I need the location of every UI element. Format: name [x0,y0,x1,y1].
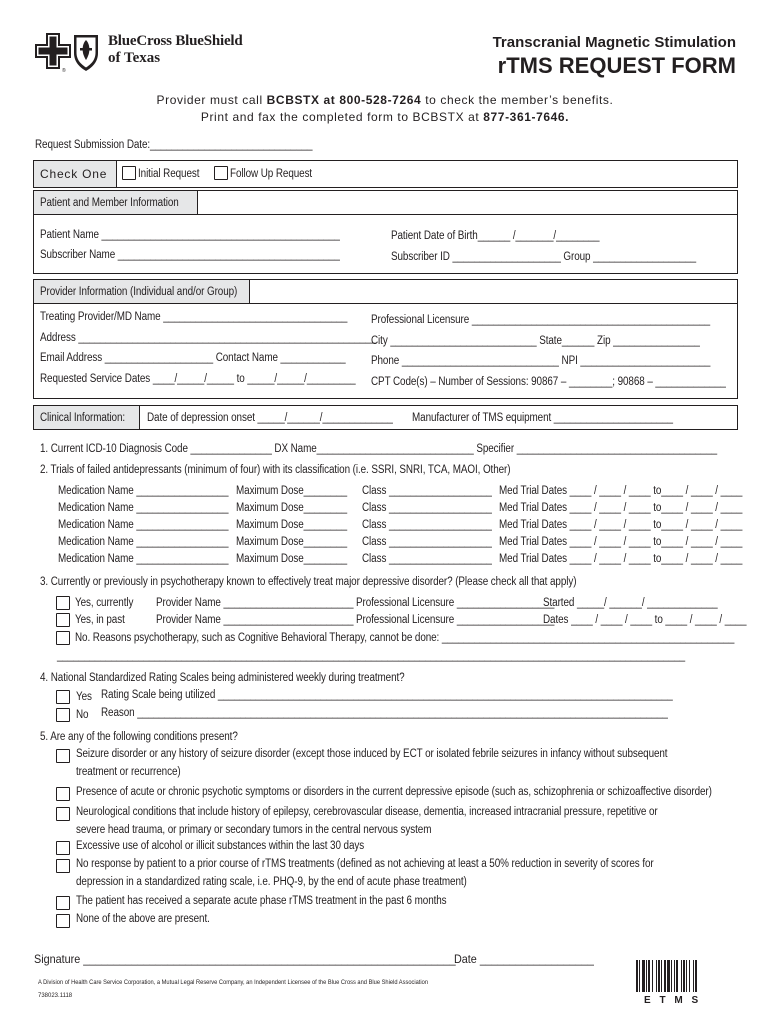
medication-name-field[interactable]: Medication Name _________________ [58,536,229,548]
med-trial-dates-field[interactable]: Med Trial Dates ____ / ____ / ____ to____ / ____ / ____ [499,519,743,531]
initial-request-checkbox[interactable] [122,166,136,180]
follow-up-request-label: Follow Up Request [230,168,313,180]
q5-condition-checkbox[interactable] [56,807,70,821]
q3-yes-currently-label: Yes, currently [75,597,134,609]
q3-extra-line[interactable]: ____________________________________________________________________________________________________________________ [57,650,686,662]
q3-yes-past-checkbox[interactable] [56,613,70,627]
q5-condition-label: No response by patient to a prior course of rTMS treatments (defined as not achieving at least a 50% reduction in severity of scores for [76,858,654,870]
barcode-bar [676,960,678,992]
q4-no-label: No [76,709,89,721]
subscriber-id-field[interactable]: Subscriber ID ____________________ Group ___________________ [391,251,697,263]
q3-past-dates[interactable]: Dates ____ / ____ / ____ to ____ / ____ / ____ [543,614,747,626]
form-subtitle: Transcranial Magnetic Stimulation [492,34,736,51]
q5-condition-label: Excessive use of alcohol or illicit substances within the last 30 days [76,840,365,852]
bcbs-logo [34,32,104,74]
requested-service-dates-field[interactable]: Requested Service Dates ____/_____/_____ to _____/_____/_________ [40,373,356,385]
city-state-zip-field[interactable]: City ___________________________ State______ Zip ________________ [371,335,700,347]
barcode-bar [693,960,694,992]
q4-question: 4. National Standardized Rating Scales being administered weekly during treatment? [40,672,405,684]
provider-section-header-line [249,303,737,304]
q4-reason-field[interactable]: Reason __________________________________________________________________________________________________ [101,707,668,719]
q3-no-checkbox[interactable] [56,631,70,645]
maximum-dose-field[interactable]: Maximum Dose________ [236,485,347,497]
q3-current-licensure[interactable]: Professional Licensure __________________ [356,597,555,609]
q5-condition-checkbox[interactable] [56,859,70,873]
barcode-bar [661,960,662,992]
q5-condition-label: The patient has received a separate acute phase rTMS treatment in the past 6 months [76,895,447,907]
clinical-section-label: Clinical Information: [40,412,126,424]
q4-rating-scale-field[interactable]: Rating Scale being utilized ____________________________________________________________________________________ [101,689,673,701]
follow-up-request-checkbox[interactable] [214,166,228,180]
med-trial-dates-field[interactable]: Med Trial Dates ____ / ____ / ____ to____ / ____ / ____ [499,502,743,514]
barcode-bar [642,960,645,992]
provider-section-label: Provider Information (Individual and/or Group) [40,286,238,298]
q5-condition-checkbox[interactable] [56,787,70,801]
barcode-icon [636,960,706,992]
q3-past-licensure[interactable]: Professional Licensure __________________ [356,614,555,626]
q5-condition-checkbox[interactable] [56,749,70,763]
medication-name-field[interactable]: Medication Name _________________ [58,519,229,531]
patient-section-header-line [197,214,737,215]
maximum-dose-field[interactable]: Maximum Dose________ [236,502,347,514]
q3-current-provider[interactable]: Provider Name ________________________ [156,597,354,609]
barcode [636,960,706,992]
barcode-bar [664,960,666,992]
barcode-bar [683,960,685,992]
medication-name-field[interactable]: Medication Name _________________ [58,502,229,514]
med-trial-dates-field[interactable]: Med Trial Dates ____ / ____ / ____ to____ / ____ / ____ [499,536,743,548]
check-one-label: Check One [40,167,108,181]
brand-name-line1: BlueCross BlueShield [108,33,243,49]
barcode-bar [639,960,640,992]
q3-past-provider[interactable]: Provider Name ________________________ [156,614,354,626]
barcode-bar [652,960,653,992]
patient-dob-field[interactable]: Patient Date of Birth______ /_______/________ [391,230,600,242]
q5-condition-checkbox[interactable] [56,914,70,928]
q5-condition-label-continued: severe head trauma, or primary or secondary tumors in the central nervous system [76,824,432,836]
q4-no-checkbox[interactable] [56,708,70,722]
q4-yes-label: Yes [76,691,92,703]
phone-npi-field[interactable]: Phone _____________________________ NPI ________________________ [371,355,711,367]
barcode-text: E T M S [644,995,702,1006]
patient-name-field[interactable]: Patient Name ____________________________________________ [40,229,340,241]
email-contact-field[interactable]: Email Address ____________________ Contact Name ____________ [40,352,346,364]
q5-question: 5. Are any of the following conditions present? [40,731,238,743]
footer-disclaimer: A Division of Health Care Service Corporation, a Mutual Legal Reserve Company, an Independent Licensee of the Blue Cross and Blue Shield Association [38,979,429,986]
barcode-bar [695,960,697,992]
initial-request-label: Initial Request [138,168,200,180]
notice-fax-pre: Print and fax the completed form to BCBSTX at [200,110,484,124]
barcode-bar [658,960,660,992]
barcode-bar [636,960,638,992]
patient-section-label: Patient and Member Information [40,197,179,209]
q5-condition-label: Presence of acute or chronic psychotic symptoms or disorders in the current depressive episode (such as, schizophrenia or schizoaffective disorder) [76,786,712,798]
notice-call-phone: BCBSTX at 800-528-7264 [266,93,422,107]
class-field[interactable]: Class ___________________ [362,519,492,531]
q5-condition-label-continued: depression in a standardized rating scale, i.e. PHQ-9, by the end of acute phase treatment) [76,876,467,888]
signature-field[interactable]: Signature ______________________________________________________________ [34,952,456,966]
footer-form-code: 738023.1118 [38,993,73,999]
q5-condition-label: None of the above are present. [76,913,210,925]
maximum-dose-field[interactable]: Maximum Dose________ [236,536,347,548]
barcode-bar [667,960,670,992]
q3-question: 3. Currently or previously in psychotherapy known to effectively treat major depressive disorder? (Please check all that apply) [40,576,577,588]
barcode-bar [681,960,682,992]
q4-yes-checkbox[interactable] [56,690,70,704]
q3-yes-past-label: Yes, in past [75,614,125,626]
svg-text:®: ® [62,68,66,74]
medication-name-field[interactable]: Medication Name _________________ [58,553,229,565]
maximum-dose-field[interactable]: Maximum Dose________ [236,519,347,531]
class-field[interactable]: Class ___________________ [362,485,492,497]
barcode-bar [689,960,690,992]
cpt-codes-field[interactable]: CPT Code(s) – Number of Sessions: 90867 – ________; 90868 – _____________ [371,376,726,388]
tms-manufacturer-field[interactable]: Manufacturer of TMS equipment ______________________ [412,412,673,424]
subscriber-name-field[interactable]: Subscriber Name _________________________________________ [40,249,340,261]
q5-condition-checkbox[interactable] [56,841,70,855]
q5-condition-checkbox[interactable] [56,896,70,910]
barcode-bar [671,960,672,992]
signature-date-field[interactable]: Date ___________________ [454,952,594,966]
professional-licensure-field[interactable]: Professional Licensure ____________________________________________ [371,314,711,326]
q1-diagnosis[interactable]: 1. Current ICD-10 Diagnosis Code _______________ DX Name_____________________________ Specifier _____________________________________ [40,443,718,455]
notice-call [0,93,770,107]
barcode-bar [686,960,687,992]
address-field[interactable]: Address _______________________________________________________ [40,332,377,344]
q3-yes-currently-checkbox[interactable] [56,596,70,610]
medication-name-field[interactable]: Medication Name _________________ [58,485,229,497]
bcbs-cross-shield-icon [34,32,104,74]
q5-condition-label: Seizure disorder or any history of seizure disorder (except those induced by ECT or isolated febrile seizures in infancy without subsequent [76,748,668,760]
notice-call-post: to check the member’s benefits. [421,93,614,107]
notice-fax-number: 877-361-7646. [483,110,570,124]
notice-call-pre: Provider must call [156,93,267,107]
q3-no-label[interactable]: No. Reasons psychotherapy, such as Cognitive Behavioral Therapy, cannot be done: ______________________________________________________ [75,632,735,644]
class-field[interactable]: Class ___________________ [362,502,492,514]
brand-name-line2: of Texas [108,50,161,66]
request-submission-date[interactable]: Request Submission Date:______________________________ [35,139,313,151]
q3-current-started[interactable]: Started _____/ ______/ _____________ [543,597,718,609]
treating-provider-field[interactable]: Treating Provider/MD Name __________________________________ [40,311,348,323]
med-trial-dates-field[interactable]: Med Trial Dates ____ / ____ / ____ to____ / ____ / ____ [499,553,743,565]
q2-antidepressants: 2. Trials of failed antidepressants (minimum of four) with its classification (i.e. SSRI, SNRI, TCA, MAOI, Other) [40,464,511,476]
barcode-bar [648,960,650,992]
form-title: rTMS REQUEST FORM [497,53,736,78]
depression-onset-field[interactable]: Date of depression onset _____/______/_____________ [147,412,393,424]
q5-condition-label: Neurological conditions that include history of epilepsy, cerebrovascular disease, dementia, increased intracranial pressure, repetitive or [76,806,658,818]
class-field[interactable]: Class ___________________ [362,553,492,565]
class-field[interactable]: Class ___________________ [362,536,492,548]
barcode-bar [646,960,647,992]
notice-fax [0,110,770,124]
maximum-dose-field[interactable]: Maximum Dose________ [236,553,347,565]
barcode-bar [656,960,657,992]
q5-condition-label-continued: treatment or recurrence) [76,766,181,778]
barcode-bar [674,960,675,992]
med-trial-dates-field[interactable]: Med Trial Dates ____ / ____ / ____ to____ / ____ / ____ [499,485,743,497]
